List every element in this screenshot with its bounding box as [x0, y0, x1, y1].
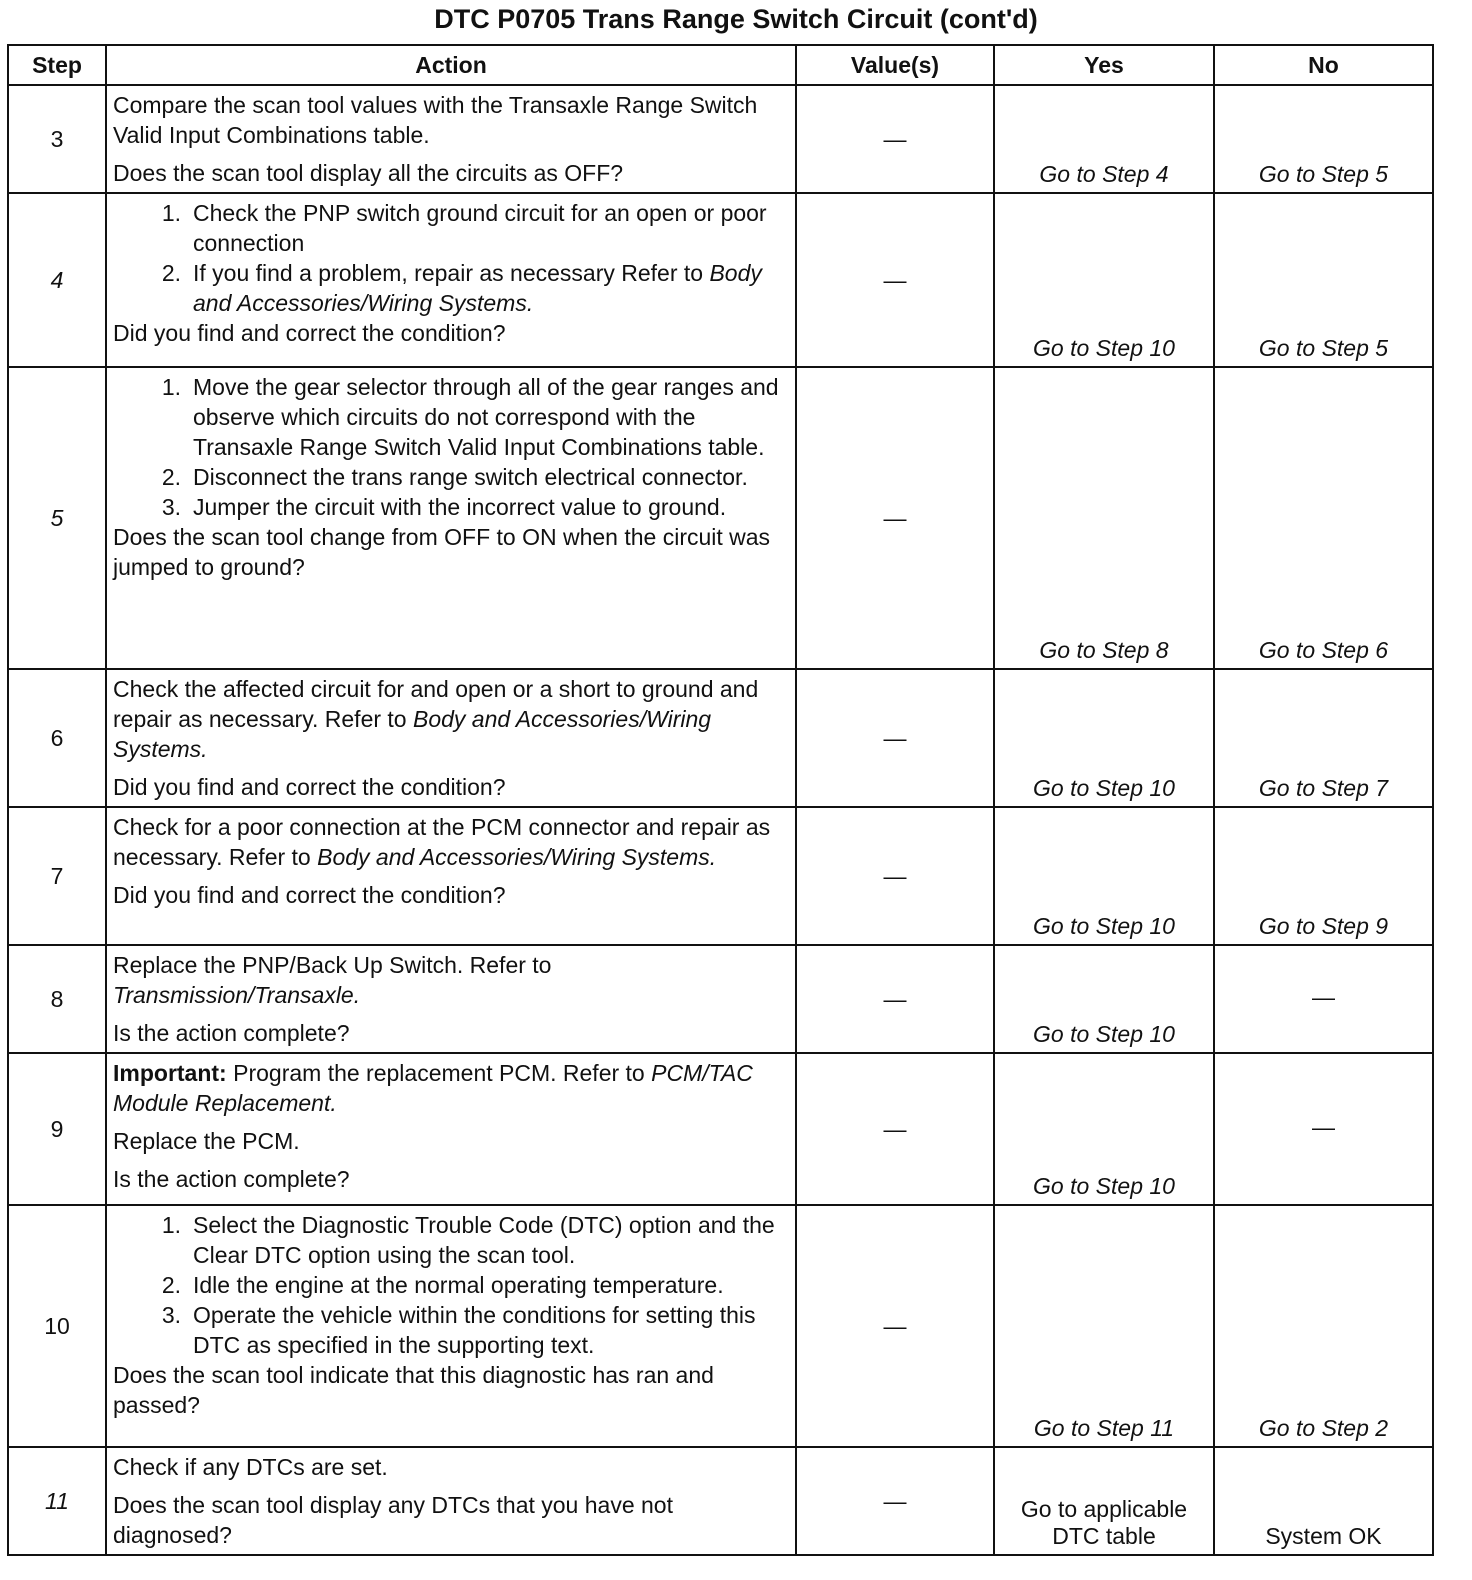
action-text-main: Check for a poor connection at the PCM connector and repair as necessary. Refer to	[113, 814, 771, 870]
no-cell: Go to Step 5	[1214, 193, 1433, 367]
action-text	[113, 1058, 789, 1118]
item-text: Select the Diagnostic Trouble Code (DTC) option and the Clear DTC option using the scan tool.	[193, 1212, 775, 1268]
action-cell	[106, 807, 796, 945]
yes-cell: Go to Step 10	[994, 1053, 1214, 1205]
reference-text: Body and Accessories/Wiring Systems.	[193, 260, 762, 316]
yes-cell: Go to Step 11	[994, 1205, 1214, 1447]
reference-text: Body and Accessories/Wiring Systems.	[317, 844, 717, 870]
action-cell	[106, 85, 796, 193]
no-cell: —	[1214, 945, 1433, 1053]
action-item	[113, 462, 789, 492]
step-number: 8	[8, 945, 106, 1053]
item-number: 1.	[161, 1212, 181, 1238]
item-text: Idle the engine at the normal operating temperature.	[193, 1272, 724, 1298]
header-action: Action	[106, 45, 796, 85]
important-label: Important:	[113, 1060, 227, 1086]
reference-text: Transmission/Transaxle.	[113, 982, 361, 1008]
action-text: Check if any DTCs are set.	[113, 1454, 388, 1480]
value-cell: —	[796, 1447, 994, 1555]
item-text	[193, 258, 789, 318]
yes-cell: Go to Step 10	[994, 807, 1214, 945]
action-cell	[106, 1447, 796, 1555]
step-number: 4	[8, 193, 106, 367]
action-question: Does the scan tool change from OFF to ON when the circuit was jumped to ground?	[113, 524, 771, 580]
step-number: 7	[8, 807, 106, 945]
header-no: No	[1214, 45, 1433, 85]
value-cell: —	[796, 193, 994, 367]
yes-cell: Go to Step 4	[994, 85, 1214, 193]
action-cell	[106, 669, 796, 807]
action-question: Does the scan tool display any DTCs that you have not diagnosed?	[113, 1492, 673, 1548]
item-number: 1.	[161, 374, 181, 400]
action-cell	[106, 193, 796, 367]
table-row	[8, 85, 1433, 193]
yes-cell: Go to Step 10	[994, 669, 1214, 807]
action-item	[113, 198, 789, 258]
item-number: 2.	[161, 260, 181, 286]
no-cell: Go to Step 9	[1214, 807, 1433, 945]
action-text: Replace the PCM.	[113, 1128, 300, 1154]
header-yes: Yes	[994, 45, 1214, 85]
header-values: Value(s)	[796, 45, 994, 85]
item-text: Check the PNP switch ground circuit for an open or poor connection	[193, 200, 767, 256]
yes-cell: Go to Step 10	[994, 193, 1214, 367]
step-number: 3	[8, 85, 106, 193]
action-question: Did you find and correct the condition?	[113, 320, 506, 346]
no-cell: Go to Step 6	[1214, 367, 1433, 669]
no-cell: System OK	[1214, 1447, 1433, 1555]
reference-text: Body and Accessories/Wiring Systems.	[113, 706, 712, 762]
action-item	[113, 1210, 789, 1270]
action-text-main: Replace the PNP/Back Up Switch. Refer to	[113, 952, 552, 978]
action-item	[113, 258, 789, 318]
step-number: 5	[8, 367, 106, 669]
action-cell	[106, 1053, 796, 1205]
no-cell: —	[1214, 1053, 1433, 1205]
action-question: Does the scan tool indicate that this diagnostic has ran and passed?	[113, 1362, 714, 1418]
action-item	[113, 372, 789, 462]
value-cell: —	[796, 367, 994, 669]
action-question: Did you find and correct the condition?	[113, 774, 506, 800]
action-item	[113, 492, 789, 522]
table-row	[8, 669, 1433, 807]
action-text-main: Program the replacement PCM. Refer to	[226, 1060, 652, 1086]
action-text	[113, 812, 789, 872]
table-row	[8, 1205, 1433, 1447]
table-row	[8, 193, 1433, 367]
action-cell	[106, 367, 796, 669]
table-row	[8, 1447, 1433, 1555]
reference-text: PCM/TAC Module Replacement.	[113, 1060, 753, 1116]
item-number: 3.	[161, 1302, 181, 1328]
step-number: 11	[8, 1447, 106, 1555]
value-cell: —	[796, 669, 994, 807]
no-cell: Go to Step 2	[1214, 1205, 1433, 1447]
table-row	[8, 1053, 1433, 1205]
item-text: Disconnect the trans range switch electrical connector.	[193, 464, 748, 490]
item-text-main: If you find a problem, repair as necessary Refer to	[193, 260, 710, 286]
diagnostic-table	[7, 44, 1434, 1556]
action-question: Is the action complete?	[113, 1166, 350, 1192]
header-step: Step	[8, 45, 106, 85]
table-row	[8, 367, 1433, 669]
value-cell: —	[796, 945, 994, 1053]
action-question: Is the action complete?	[113, 1020, 350, 1046]
item-number: 2.	[161, 464, 181, 490]
item-text: Operate the vehicle within the conditions for setting this DTC as specified in the supporting text.	[193, 1302, 756, 1358]
item-number: 3.	[161, 494, 181, 520]
action-item	[113, 1300, 789, 1360]
page-title: DTC P0705 Trans Range Switch Circuit (cont'd)	[434, 4, 1038, 34]
header-row	[8, 45, 1433, 85]
action-item	[113, 1270, 789, 1300]
item-text: Move the gear selector through all of the gear ranges and observe which circuits do not correspond with the Transaxle Range Switch Valid Input Combinations table.	[193, 374, 779, 460]
step-number: 9	[8, 1053, 106, 1205]
item-number: 1.	[161, 200, 181, 226]
no-cell: Go to Step 7	[1214, 669, 1433, 807]
yes-cell: Go to Step 8	[994, 367, 1214, 669]
action-cell	[106, 1205, 796, 1447]
step-number: 6	[8, 669, 106, 807]
step-number: 10	[8, 1205, 106, 1447]
yes-cell: Go to applicable DTC table	[994, 1447, 1214, 1555]
action-text: Compare the scan tool values with the Transaxle Range Switch Valid Input Combinations table.	[113, 92, 758, 148]
table-row	[8, 945, 1433, 1053]
item-number: 2.	[161, 1272, 181, 1298]
action-text-main: Check the affected circuit for and open or a short to ground and repair as necessary. Refer to	[113, 676, 759, 732]
table-row	[8, 807, 1433, 945]
action-cell	[106, 945, 796, 1053]
action-text	[113, 674, 789, 764]
action-text	[113, 950, 789, 1010]
value-cell: —	[796, 1053, 994, 1205]
action-question: Did you find and correct the condition?	[113, 882, 506, 908]
value-cell: —	[796, 807, 994, 945]
yes-cell: Go to Step 10	[994, 945, 1214, 1053]
item-text: Jumper the circuit with the incorrect value to ground.	[193, 494, 727, 520]
action-question: Does the scan tool display all the circuits as OFF?	[113, 160, 624, 186]
no-cell: Go to Step 5	[1214, 85, 1433, 193]
value-cell: —	[796, 85, 994, 193]
value-cell: —	[796, 1205, 994, 1447]
